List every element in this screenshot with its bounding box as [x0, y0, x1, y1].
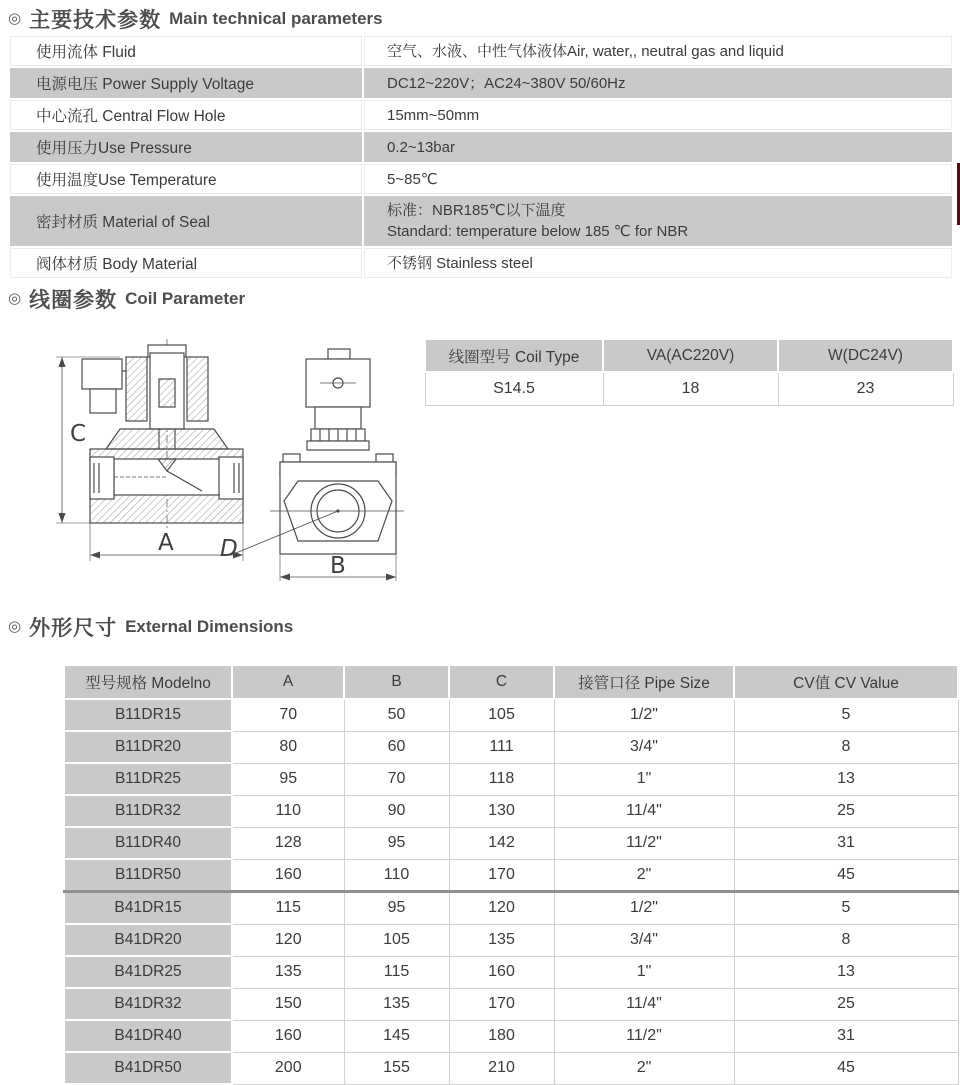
c-cell: 180 — [449, 1020, 554, 1052]
a-cell: 128 — [232, 827, 344, 859]
dim-label-b: B — [330, 553, 346, 579]
param-value — [364, 36, 952, 66]
b-cell: 70 — [344, 763, 449, 795]
param-value-line1: 15mm~50mm — [387, 106, 480, 124]
param-label: 中心流孔 Central Flow Hole — [10, 100, 362, 130]
cv-value-cell: 31 — [734, 1020, 958, 1052]
cv-value-cell: 25 — [734, 988, 958, 1020]
model-cell: B11DR20 — [64, 731, 232, 763]
table-row — [425, 372, 953, 406]
pipe-size-cell: 2" — [554, 1052, 734, 1084]
param-value — [364, 100, 952, 130]
a-cell: 160 — [232, 1020, 344, 1052]
c-cell: 142 — [449, 827, 554, 859]
pipe-size-cell: 11/2" — [554, 1020, 734, 1052]
bullet-icon: ◎ — [8, 290, 22, 307]
table-row — [10, 132, 952, 162]
b-cell: 155 — [344, 1052, 449, 1084]
bullet-icon: ◎ — [8, 10, 22, 27]
pipe-size-cell: 1" — [554, 763, 734, 795]
a-cell: 200 — [232, 1052, 344, 1084]
b-cell: 95 — [344, 827, 449, 859]
title-en: External Dimensions — [125, 617, 294, 636]
param-value-line1: 不锈钢 Stainless steel — [387, 254, 533, 272]
c-cell: 118 — [449, 763, 554, 795]
model-cell: B11DR25 — [64, 763, 232, 795]
table-row — [64, 1020, 958, 1052]
c-cell: 130 — [449, 795, 554, 827]
section-title-main-params — [8, 4, 383, 34]
c-cell: 120 — [449, 892, 554, 925]
pipe-size-cell: 3/4" — [554, 924, 734, 956]
main-parameters-table — [10, 36, 952, 280]
model-cell: B41DR20 — [64, 924, 232, 956]
cv-value-cell: 8 — [734, 731, 958, 763]
valve-technical-drawing — [40, 331, 405, 586]
table-row — [64, 988, 958, 1020]
cv-value-cell: 13 — [734, 956, 958, 988]
cv-value-cell: 45 — [734, 859, 958, 892]
c-cell: 111 — [449, 731, 554, 763]
b-cell: 105 — [344, 924, 449, 956]
param-value — [364, 68, 952, 98]
section-title-external-dimensions — [8, 612, 293, 642]
b-cell: 60 — [344, 731, 449, 763]
table-row — [10, 196, 952, 246]
pipe-size-cell: 11/4" — [554, 795, 734, 827]
param-label: 使用流体 Fluid — [10, 36, 362, 66]
a-cell: 160 — [232, 859, 344, 892]
title-en: Main technical parameters — [169, 9, 383, 28]
table-row — [64, 892, 958, 925]
pipe-size-cell: 1/2" — [554, 892, 734, 925]
a-cell: 135 — [232, 956, 344, 988]
c-cell: 160 — [449, 956, 554, 988]
param-value-line1: DC12~220V；AC24~380V 50/60Hz — [387, 74, 626, 92]
c-cell: 170 — [449, 859, 554, 892]
va-value: 18 — [603, 372, 778, 406]
external-dimensions-table — [63, 664, 959, 1085]
model-cell: B41DR50 — [64, 1052, 232, 1084]
table-row — [10, 164, 952, 194]
table-row — [64, 795, 958, 827]
a-cell: 120 — [232, 924, 344, 956]
cv-value-cell: 25 — [734, 795, 958, 827]
table-row — [64, 827, 958, 859]
param-label: 使用压力Use Pressure — [10, 132, 362, 162]
a-cell: 70 — [232, 699, 344, 731]
dim-label-d: D — [220, 536, 238, 562]
param-label: 阀体材质 Body Material — [10, 248, 362, 278]
param-value — [364, 248, 952, 278]
param-value-line1: 5~85℃ — [387, 170, 438, 188]
cv-value-cell: 5 — [734, 892, 958, 925]
a-cell: 115 — [232, 892, 344, 925]
coil-type-header: 线圈型号 Coil Type — [425, 339, 603, 372]
param-value — [364, 196, 952, 246]
table-row — [64, 699, 958, 731]
c-cell: 170 — [449, 988, 554, 1020]
title-zh: 外形尺寸 — [29, 617, 118, 640]
model-cell: B11DR40 — [64, 827, 232, 859]
dim-label-c: C — [70, 421, 87, 447]
table-row — [64, 731, 958, 763]
b-cell: 90 — [344, 795, 449, 827]
param-value-line1: 0.2~13bar — [387, 138, 455, 156]
b-cell: 135 — [344, 988, 449, 1020]
a-cell: 80 — [232, 731, 344, 763]
table-row — [64, 859, 958, 892]
cv-value-cell: 5 — [734, 699, 958, 731]
pipe-size-cell: 11/2" — [554, 827, 734, 859]
a-cell: 110 — [232, 795, 344, 827]
table-row — [10, 36, 952, 66]
param-value — [364, 132, 952, 162]
cv-value-cell: 45 — [734, 1052, 958, 1084]
a-cell: 150 — [232, 988, 344, 1020]
param-label: 电源电压 Power Supply Voltage — [10, 68, 362, 98]
model-header: 型号规格 Modelno — [64, 665, 232, 699]
b-header: B — [344, 665, 449, 699]
c-cell: 105 — [449, 699, 554, 731]
section-title-coil-parameter — [8, 284, 245, 314]
pipe-size-cell: 3/4" — [554, 731, 734, 763]
table-row — [10, 68, 952, 98]
param-value — [364, 164, 952, 194]
param-label: 使用温度Use Temperature — [10, 164, 362, 194]
dim-label-a: A — [158, 530, 174, 556]
table-row — [10, 100, 952, 130]
model-cell: B11DR15 — [64, 699, 232, 731]
va-header: VA(AC220V) — [603, 339, 778, 372]
title-zh: 线圈参数 — [29, 289, 118, 312]
w-value: 23 — [778, 372, 953, 406]
c-cell: 210 — [449, 1052, 554, 1084]
model-cell: B41DR40 — [64, 1020, 232, 1052]
model-cell: B41DR25 — [64, 956, 232, 988]
table-header-row — [64, 665, 958, 699]
param-value-line1: 标准：NBR185℃以下温度 — [387, 202, 566, 219]
model-cell: B11DR32 — [64, 795, 232, 827]
table-header-row — [425, 339, 953, 372]
pipe-size-cell: 1/2" — [554, 699, 734, 731]
b-cell: 145 — [344, 1020, 449, 1052]
param-value-line2: Standard: temperature below 185 ℃ for NBR — [387, 223, 689, 240]
table-row — [64, 1052, 958, 1084]
table-row — [10, 248, 952, 278]
a-cell: 95 — [232, 763, 344, 795]
w-header: W(DC24V) — [778, 339, 953, 372]
b-cell: 110 — [344, 859, 449, 892]
title-zh: 主要技术参数 — [29, 9, 162, 32]
cv-value-cell: 8 — [734, 924, 958, 956]
title-en: Coil Parameter — [125, 289, 246, 308]
cv-value-cell: 13 — [734, 763, 958, 795]
param-label: 密封材质 Material of Seal — [10, 196, 362, 246]
bullet-icon: ◎ — [8, 618, 22, 635]
model-cell: B41DR15 — [64, 892, 232, 925]
param-value-line1: 空气、水液、中性气体液体Air, water,, neutral gas and liquid — [387, 42, 784, 60]
model-cell: B11DR50 — [64, 859, 232, 892]
table-row — [64, 956, 958, 988]
b-cell: 50 — [344, 699, 449, 731]
a-header: A — [232, 665, 344, 699]
pipe-size-cell: 1" — [554, 956, 734, 988]
c-cell: 135 — [449, 924, 554, 956]
pipe-size-cell: 11/4" — [554, 988, 734, 1020]
cv-value-header: CV值 CV Value — [734, 665, 958, 699]
coil-parameter-table — [424, 338, 954, 406]
pipe-size-cell: 2" — [554, 859, 734, 892]
table-row — [64, 924, 958, 956]
model-cell: B41DR32 — [64, 988, 232, 1020]
pipe-size-header: 接管口径 Pipe Size — [554, 665, 734, 699]
c-header: C — [449, 665, 554, 699]
b-cell: 115 — [344, 956, 449, 988]
coil-type-value: S14.5 — [425, 372, 603, 406]
table-row — [64, 763, 958, 795]
b-cell: 95 — [344, 892, 449, 925]
cv-value-cell: 31 — [734, 827, 958, 859]
